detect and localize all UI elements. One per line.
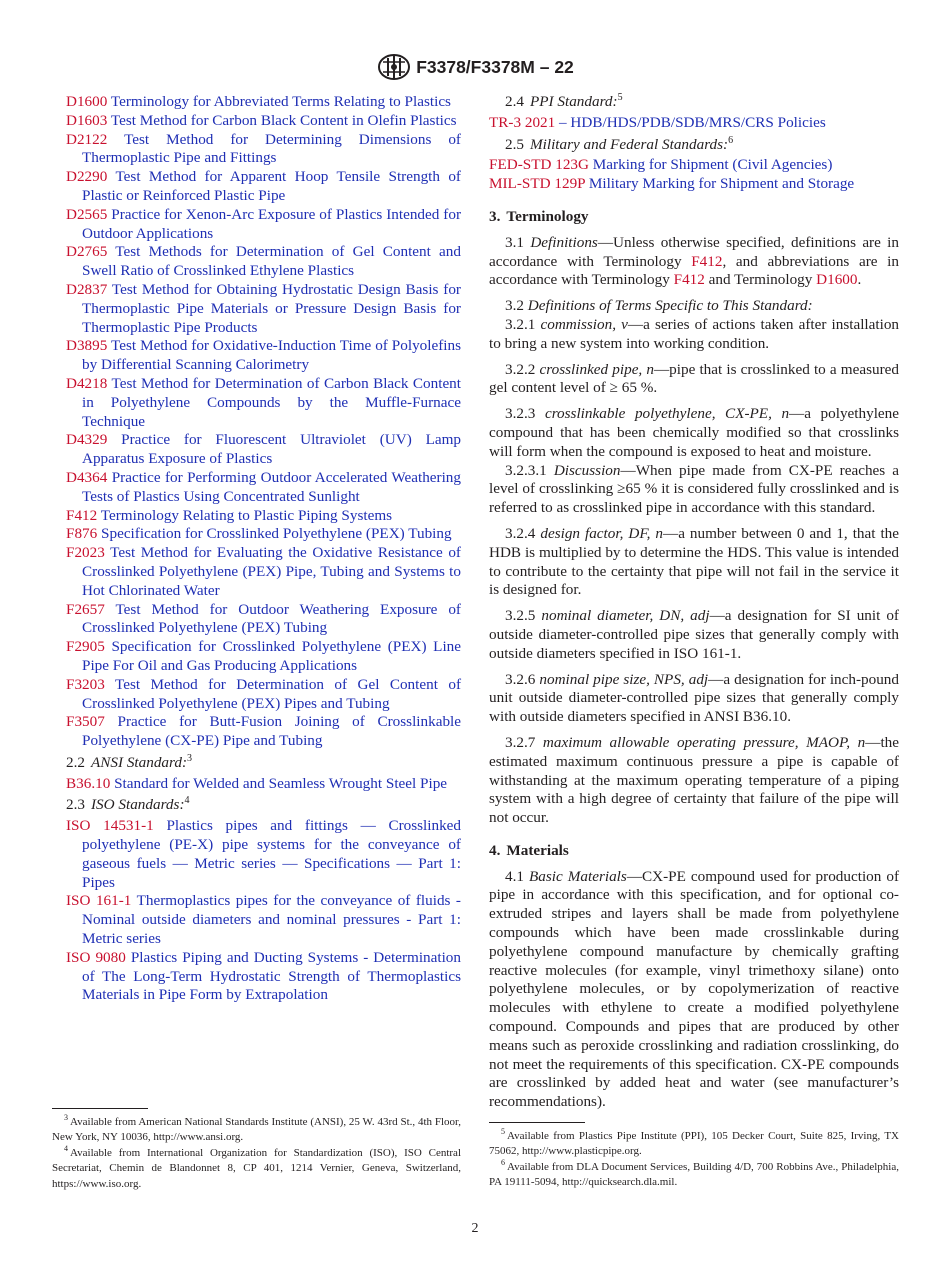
- reference-title[interactable]: Terminology Relating to Plastic Piping Systems: [100, 506, 393, 524]
- reference-code[interactable]: MIL-STD 129P: [489, 175, 586, 193]
- reference-item: [66, 206, 461, 244]
- subsection-label: ANSI Standard:: [90, 753, 188, 771]
- paragraph-number: 3.1: [505, 233, 524, 251]
- reference-title[interactable]: Test Method for Evaluating the Oxidative Resistance of Crosslinked Polyethylene (PEX) Pipe, Tubing and Systems to Hot Chlorinated Water: [82, 544, 461, 599]
- reference-item: [66, 775, 461, 794]
- paragraph-3-1: [489, 234, 899, 290]
- definition: [489, 525, 899, 600]
- materials-heading: [489, 842, 899, 861]
- reference-code[interactable]: ISO 161-1: [66, 892, 132, 910]
- definition: [489, 316, 899, 354]
- reference-code[interactable]: D4364: [66, 468, 108, 486]
- footnote-ref[interactable]: 3: [187, 752, 193, 764]
- reference-title[interactable]: Test Method for Apparent Hoop Tensile Strength of Plastic or Reinforced Plastic Pipe: [82, 168, 461, 204]
- footnote-mark: 4: [64, 1144, 68, 1154]
- reference-title[interactable]: Specification for Crosslinked Polyethylene (PEX) Tubing: [101, 525, 452, 543]
- paragraph-number: 3.2.3.1: [505, 461, 547, 479]
- reference-title[interactable]: Plastics Piping and Ducting Systems - Determination of The Long-Term Hydrostatic Strength of Thermoplastics Materials in Pipe Form by Extrapolation: [82, 948, 461, 1004]
- reference-code[interactable]: B36.10: [66, 774, 111, 792]
- paragraph-number: 3.2.7: [505, 733, 536, 751]
- paragraph-4-1: [489, 868, 899, 1112]
- definition: [489, 361, 899, 399]
- footnote-text: Available from Plastics Pipe Institute (PPI), 105 Decker Court, Suite 825, Irving, TX 75062, http://www.plasticpipe.org.: [489, 1130, 899, 1158]
- astm-reference-list: [66, 93, 461, 751]
- footnotes-left: [52, 1108, 461, 1192]
- reference-title[interactable]: Test Methods for Determination of Gel Content and Swell Ratio of Crosslinked Ethylene Plastics: [82, 243, 461, 280]
- footnote-mark: 5: [501, 1127, 505, 1137]
- reference-title[interactable]: Practice for Fluorescent Ultraviolet (UV) Lamp Apparatus Exposure of Plastics: [82, 431, 462, 468]
- subsection-label: Military and Federal Standards:: [529, 135, 729, 153]
- footnote-text: Available from International Organization for Standardization (ISO), ISO Central Secretariat, Chemin de Blandonnet 8, CP 401, 1214 Vernier, Geneva, Switzerland, https://www.iso.org.: [52, 1146, 461, 1190]
- military-standards-heading: [489, 136, 899, 155]
- paragraph-text: .: [857, 271, 862, 289]
- reference-title[interactable]: Standard for Welded and Seamless Wrought Steel Pipe: [114, 774, 448, 792]
- reference-code[interactable]: F2905: [66, 638, 105, 656]
- reference-code[interactable]: ISO 14531-1: [66, 817, 154, 835]
- reference-item: [66, 601, 461, 639]
- definition: [489, 734, 899, 828]
- paragraph-text: —Unless otherwise specified, definitions are in accordance with Terminology: [489, 233, 899, 270]
- reference-title[interactable]: – HDB/HDS/PDB/SDB/MRS/CRS Policies: [559, 113, 826, 131]
- section-title: Terminology: [506, 207, 589, 225]
- right-column: [489, 93, 899, 1119]
- reference-title[interactable]: Practice for Performing Outdoor Accelerated Weathering Tests of Plastics Using Concentrated Sunlight: [82, 468, 461, 505]
- footnote-text: Available from DLA Document Services, Building 4/D, 700 Robbins Ave., Philadelphia, PA 19111-5094, http://quicksearch.dla.mil.: [489, 1160, 899, 1189]
- subsection-label: ISO Standards:: [90, 796, 185, 814]
- ansi-standard-heading: [66, 754, 461, 773]
- reference-item: [66, 375, 461, 431]
- reference-link[interactable]: F412: [691, 252, 723, 270]
- reference-link[interactable]: F412: [673, 271, 705, 289]
- term: commission, v: [540, 315, 628, 333]
- footnote-mark: 6: [501, 1158, 505, 1168]
- paragraph-number: 3.2.5: [505, 607, 536, 625]
- reference-item: [66, 112, 461, 131]
- reference-code[interactable]: F3203: [66, 675, 105, 693]
- term: nominal diameter, DN, adj: [541, 607, 710, 625]
- reference-item: [66, 131, 461, 169]
- reference-code[interactable]: TR-3 2021: [489, 113, 556, 131]
- reference-item: [66, 168, 461, 206]
- reference-item: [66, 243, 461, 281]
- footnote-mark: 3: [64, 1113, 68, 1123]
- paragraph-number: 3.2.1: [505, 315, 536, 333]
- reference-title[interactable]: Test Method for Oxidative-Induction Time of Polyolefins by Differential Scanning Calorimetry: [82, 337, 462, 374]
- subsection-label: PPI Standard:: [529, 93, 618, 110]
- reference-title[interactable]: Terminology for Abbreviated Terms Relating to Plastics: [110, 93, 451, 110]
- reference-item: [489, 156, 899, 175]
- paragraph-text: —CX-PE compound used for production of pipe in accordance with this specification, and for optional co-extruded stripes and layers shall be made from polyethylene compounds which have been made crosslinkable during polyethylene compound manufacture by chemically grafting reactive molecules (for example, vinyl trimethoxy silane) onto polyethylene molecules, or by copolymerization of reactive molecules with ethylene to create a modified polyethylene compound. Compounds and pipes that are produced by other means such as peroxide crosslinking and radiation crosslinking, do not meet the requirements of this specification. CX-PE compounds are crosslinked by added heat and water (see manufacturer’s recommendations).: [489, 867, 900, 1111]
- reference-item: [489, 114, 899, 133]
- reference-item: [66, 544, 461, 600]
- footnote: [52, 1146, 461, 1192]
- definition: [489, 405, 899, 461]
- iso-standards-heading: [66, 796, 461, 815]
- term: nominal pipe size, NPS, adj: [539, 670, 709, 688]
- reference-title[interactable]: Test Method for Carbon Black Content in Olefin Plastics: [110, 111, 457, 129]
- reference-code[interactable]: D3895: [66, 337, 108, 355]
- page-header: [0, 52, 950, 82]
- reference-link[interactable]: D1600: [816, 271, 858, 289]
- paragraph-number: 3.2.3: [505, 405, 536, 423]
- reference-item: [66, 507, 461, 526]
- reference-code[interactable]: F876: [66, 525, 98, 543]
- paragraph-number: 3.2: [505, 297, 524, 315]
- definition: [489, 607, 899, 663]
- reference-code[interactable]: D2565: [66, 205, 108, 223]
- reference-code[interactable]: D2122: [66, 130, 108, 148]
- reference-code[interactable]: D1600: [66, 93, 108, 110]
- definition-text: —a number between 0 and 1, that the HDB is multiplied by to determine the HDS. This value is intended to contribute to the certainty that pipe will not fail in the service it is designed for.: [489, 524, 900, 599]
- ppi-standard-heading: [489, 93, 899, 112]
- reference-title[interactable]: Practice for Butt-Fusion Joining of Crosslinkable Polyethylene (CX-PE) Pipe and Tubing: [82, 713, 462, 750]
- term: design factor, DF, n: [540, 524, 664, 542]
- reference-title[interactable]: Test Method for Outdoor Weathering Exposure of Crosslinked Polyethylene (PEX) Tubing: [82, 600, 461, 637]
- definition-text: —the estimated maximum continuous pressure a pipe is capable of withstanding at the maximum operating temperature of a piping system with a high degree of certainty that failure of the pipe will not occur.: [489, 733, 899, 827]
- term: maximum allowable operating pressure, MAOP, n: [542, 733, 866, 751]
- section-number: 2.4: [505, 93, 524, 110]
- reference-title[interactable]: Specification for Crosslinked Polyethylene (PEX) Line Pipe For Oil and Gas Producing Applications: [82, 638, 461, 674]
- reference-code[interactable]: F412: [66, 506, 98, 524]
- term: Definitions of Terms Specific to This Standard:: [527, 297, 813, 315]
- reference-title[interactable]: Plastics pipes and fittings — Crosslinked polyethylene (PE-X) pipe systems for the conveyance of gaseous fuels — Metric series — Specifications — Part 1: Pipes: [82, 817, 462, 891]
- footnote-divider: [489, 1122, 585, 1123]
- paragraph-3-2: [489, 297, 899, 316]
- footnote-ref[interactable]: 6: [728, 134, 734, 146]
- terminology-heading: [489, 208, 899, 227]
- footnotes-right: [489, 1122, 899, 1191]
- definition-text: —a designation for inch-pound unit outside diameter-controlled pipe sizes that generally comply with outside diameters specified in ANSI B36.10.: [489, 670, 899, 726]
- reference-title[interactable]: Test Method for Obtaining Hydrostatic Design Basis for Thermoplastic Pipe Materials or Pressure Design Basis for Thermoplastic Pipe Products: [82, 280, 461, 336]
- reference-title[interactable]: Practice for Xenon-Arc Exposure of Plastics Intended for Outdoor Applications: [82, 205, 461, 242]
- reference-code[interactable]: FED-STD 123G: [489, 156, 589, 174]
- reference-code[interactable]: F3507: [66, 713, 105, 731]
- footnote-ref[interactable]: 4: [184, 795, 190, 807]
- term: Basic Materials: [529, 867, 627, 885]
- definition-text: —a series of actions taken after installation to bring a new system into working condition.: [489, 315, 900, 352]
- reference-title[interactable]: Test Method for Determination of Gel Content of Crosslinked Polyethylene (PEX) Pipes and Tubing: [82, 675, 461, 712]
- reference-item: [66, 892, 461, 948]
- page-number: 2: [471, 1221, 479, 1236]
- section-number: 3.: [489, 207, 501, 225]
- section-title: Materials: [506, 841, 569, 859]
- reference-title[interactable]: Military Marking for Shipment and Storage: [588, 175, 855, 193]
- reference-code[interactable]: D1603: [66, 111, 108, 129]
- definition: [489, 462, 899, 518]
- reference-item: [66, 713, 461, 751]
- paragraph-number: 3.2.6: [505, 670, 536, 688]
- reference-item: [489, 175, 899, 194]
- term: Definitions: [530, 233, 598, 251]
- reference-code[interactable]: F2023: [66, 544, 105, 562]
- paragraph-number: 4.1: [505, 867, 524, 885]
- footnote-divider: [52, 1108, 148, 1109]
- reference-item: [66, 638, 461, 676]
- reference-title[interactable]: Test Method for Determination of Carbon Black Content in Polyethylene Compounds by the Muffle-Furnace Technique: [82, 374, 461, 430]
- reference-title[interactable]: Marking for Shipment (Civil Agencies): [592, 156, 833, 174]
- term: crosslinked pipe, n: [539, 360, 654, 378]
- reference-item: [66, 525, 461, 544]
- term: crosslinkable polyethylene, CX-PE, n: [544, 405, 790, 423]
- footnote: [489, 1160, 899, 1191]
- section-number: 2.3: [66, 796, 85, 814]
- left-column: [66, 93, 461, 1005]
- astm-logo-icon: [376, 52, 412, 82]
- paragraph-number: 3.2.4: [505, 524, 536, 542]
- definition-text: —a designation for SI unit of outside diameter-controlled pipe sizes that generally comply with outside diameters specified in ISO 161-1.: [489, 607, 899, 662]
- reference-item: [66, 469, 461, 507]
- paragraph-text: and Terminology: [704, 271, 817, 289]
- paragraph-number: 3.2.2: [505, 360, 536, 378]
- reference-item: [66, 431, 461, 469]
- definition-text: —a polyethylene compound that has been chemically modified so that crosslinks will form when the compound is exposed to heat and moisture.: [489, 405, 899, 460]
- footnote-ref[interactable]: 5: [617, 91, 623, 103]
- definition: [489, 671, 899, 727]
- reference-code[interactable]: D2290: [66, 168, 108, 186]
- reference-item: [66, 949, 461, 1005]
- reference-code[interactable]: D2765: [66, 243, 108, 261]
- footnote: [489, 1129, 899, 1160]
- reference-title[interactable]: Thermoplastics pipes for the conveyance of fluids - Nominal outside diameters and nominal pressures - Part 1: Metric series: [82, 892, 461, 948]
- reference-item: [66, 337, 461, 375]
- reference-title[interactable]: Test Method for Determining Dimensions of Thermoplastic Pipe and Fittings: [82, 130, 461, 167]
- reference-item: [66, 817, 461, 892]
- reference-code[interactable]: D4329: [66, 431, 108, 449]
- reference-item: [66, 281, 461, 337]
- footnote: [52, 1115, 461, 1146]
- term: Discussion: [553, 461, 621, 479]
- standard-designation: F3378/F3378M – 22: [416, 56, 574, 77]
- section-number: 2.2: [66, 753, 85, 771]
- reference-code[interactable]: D2837: [66, 280, 108, 298]
- section-number: 4.: [489, 841, 501, 859]
- section-number: 2.5: [505, 135, 524, 153]
- reference-item: [66, 676, 461, 714]
- footnote-text: Available from American National Standards Institute (ANSI), 25 W. 43rd St., 4th Floor, New York, NY 10036, http://www.ansi.org.: [52, 1116, 461, 1144]
- reference-code[interactable]: D4218: [66, 374, 108, 392]
- reference-code[interactable]: ISO 9080: [66, 948, 126, 966]
- paragraph-text: , and abbreviations are in accordance with Terminology: [489, 252, 899, 289]
- reference-item: [66, 93, 461, 112]
- definition-text: —When pipe made from CX-PE reaches a level of crosslinking ≥65 % it is considered fully crosslinked and is referred to as crosslinked pipe in accordance with this standard.: [489, 461, 900, 517]
- definition-text: —pipe that is crosslinked to a measured gel content level of ≥ 65 %.: [489, 360, 899, 397]
- reference-code[interactable]: F2657: [66, 600, 105, 618]
